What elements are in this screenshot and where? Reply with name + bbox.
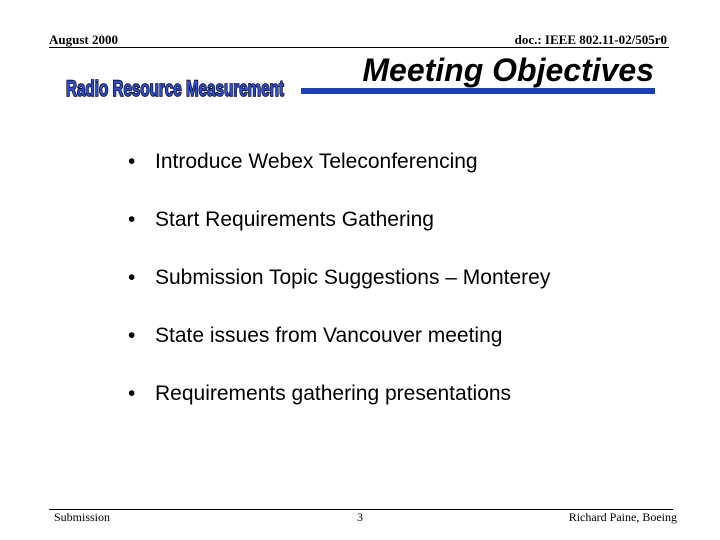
list-item bbox=[128, 205, 550, 263]
bullet-icon: • bbox=[128, 266, 136, 289]
bullet-text: Submission Topic Suggestions – Monterey bbox=[155, 266, 551, 289]
list-item bbox=[128, 379, 550, 437]
bullet-icon: • bbox=[128, 382, 136, 405]
title-underline-bar bbox=[301, 88, 655, 94]
list-item bbox=[128, 263, 550, 321]
footer-author: Richard Paine, Boeing bbox=[568, 510, 677, 524]
bullet-text: Introduce Webex Teleconferencing bbox=[155, 150, 478, 173]
bullet-icon: • bbox=[128, 324, 136, 347]
header-divider bbox=[49, 47, 669, 48]
slide-title: Meeting Objectives bbox=[362, 52, 654, 88]
bullet-icon: • bbox=[128, 208, 136, 231]
bullet-text: Requirements gathering presentations bbox=[155, 382, 512, 405]
svg-text:Radio Resource Measurement: Radio Resource Measurement bbox=[66, 76, 285, 101]
list-item bbox=[128, 321, 550, 379]
list-item bbox=[128, 147, 550, 205]
footer-submission: Submission bbox=[54, 510, 111, 524]
page-number: 3 bbox=[357, 510, 363, 524]
objectives-list bbox=[128, 147, 550, 437]
header-date: August 2000 bbox=[49, 32, 118, 47]
bullet-text: Start Requirements Gathering bbox=[155, 208, 434, 231]
radio-resource-measurement-logo bbox=[64, 74, 286, 102]
bullet-text: State issues from Vancouver meeting bbox=[155, 324, 503, 347]
header-doc-id: doc.: IEEE 802.11-02/505r0 bbox=[514, 32, 667, 47]
bullet-icon: • bbox=[128, 150, 136, 173]
